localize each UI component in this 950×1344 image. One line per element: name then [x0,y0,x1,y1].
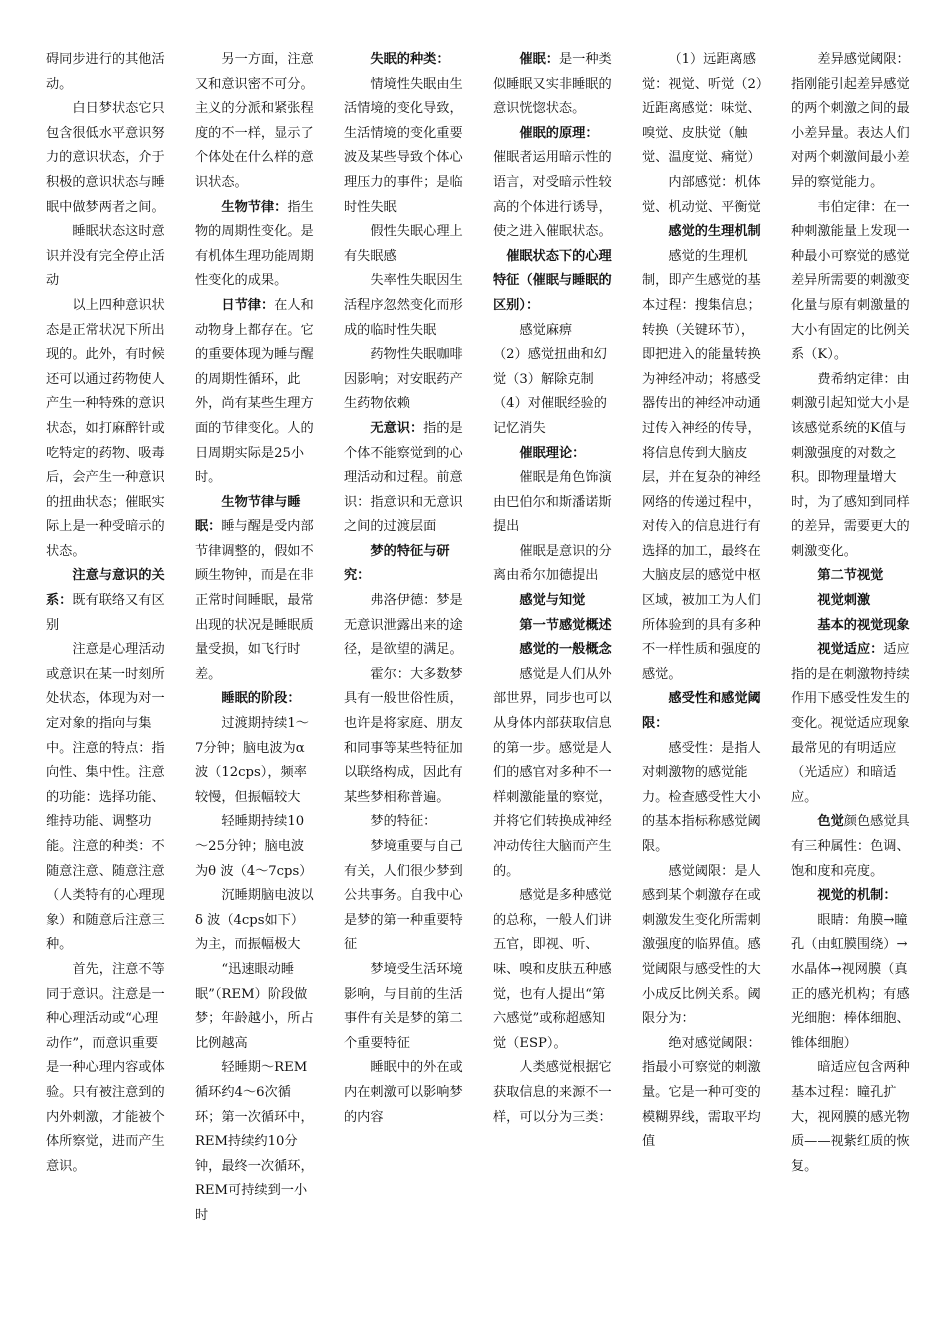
paragraph [195,884,317,958]
section-heading: 梦的特征与研究： [344,543,450,584]
section-heading: 基本的视觉现象 [817,617,910,633]
paragraph [344,835,466,958]
paragraph [493,638,615,663]
text-column-6 [791,48,913,1179]
paragraph [791,638,913,810]
paragraph-text: （2）感觉扭曲和幻觉（3）解除克制（4）对催眠经验的记忆消失 [493,347,607,436]
paragraph [195,294,317,491]
paragraph [493,122,615,147]
paragraph [493,614,615,639]
paragraph [195,1056,317,1228]
paragraph [195,491,317,688]
section-heading: 视觉的机制： [817,888,897,904]
section-heading: 色觉 [817,814,844,830]
section-heading: 催眠状态下的心理特征（催眠与睡眠的区别）： [493,248,612,313]
paragraph [493,343,615,441]
paragraph [46,958,168,1179]
paragraph-text: 内部感觉：机体觉、机动觉、平衡觉 [642,174,761,215]
section-heading: 视觉刺激 [817,593,871,609]
paragraph-text: 指的是个体不能察觉到的心理活动和过程。前意识：指意识和无意识之间的过渡层面 [344,420,463,535]
paragraph [344,810,466,835]
paragraph [791,564,913,589]
paragraph-text: 另一方面，注意又和意识密不可分。主义的分派和紧张程度的不一样，显示了个体处在什么样的意识状态。 [195,52,314,190]
paragraph [791,368,913,565]
paragraph-text: 过渡期持续1～7分钟；脑电波为α 波（12cps），频率较慢，但振幅较大 [195,716,309,805]
paragraph [791,589,913,614]
paragraph [344,663,466,811]
paragraph-text: 费希纳定律：由刺激引起知觉大小是该感觉系统的K值与刺激强度的对数之积。即物理量增大时，为了感知到同样的差异，需要更大的刺激变化。 [791,371,910,559]
paragraph-text: 以上四种意识状态是正常状况下所出现的。此外，有时候还可以通过药物使人产生一种特殊的意识状态，如打麻醉针或吃特定的药物、吸毒后，会产生一种意识的扭曲状态；催眠实际上是一种受暗示的状态。 [46,297,165,559]
paragraph [791,196,913,368]
paragraph [46,638,168,958]
paragraph-text: 指生物的周期性变化。是有机体生理功能周期性变化的成果。 [195,199,314,289]
section-heading: 视觉适应： [817,642,884,658]
paragraph-text: 梦境重要与自己有关，人们很少梦到公共事务。自我中心是梦的第一种重要特征 [344,839,463,953]
paragraph [344,589,466,663]
paragraph-text: 首先，注意不等同于意识。注意是一种心理活动或“心理动作”，而意识重要是一种心理内容或体验。只有被注意到的内外刺激，才能被个体所察觉，进而产生意识。 [46,961,165,1174]
paragraph [493,442,615,467]
paragraph [791,1056,913,1179]
paragraph-text: 梦境受生活环境影响，与目前的生活事件有关是梦的第二个重要特征 [344,961,463,1051]
paragraph [642,860,764,1032]
paragraph-text: 催眠是角色饰演由巴伯尔和斯潘诺斯提出 [493,470,612,535]
paragraph-text: 催眠者运用暗示性的语言，对受暗示性较高的个体进行诱导，使之进入催眠状态。 [493,150,612,240]
paragraph [493,589,615,614]
paragraph [642,245,764,688]
paragraph [195,712,317,810]
section-heading: 感觉的一般概念 [519,642,612,658]
paragraph [493,319,615,344]
paragraph [791,48,913,196]
paragraph-text: 轻睡期～REM循环约4～6次循环；第一次循环中，REM持续约10分钟，最终一次循环，REM可持续到一小时 [195,1060,314,1223]
paragraph [493,146,615,244]
paragraph [46,564,168,638]
section-heading: 催眠的原理： [519,125,599,141]
paragraph [344,343,466,417]
section-heading: 生物节律与睡眠： [195,494,301,535]
paragraph [493,663,615,884]
paragraph [46,294,168,565]
paragraph-text: （1）远距离感觉：视觉、听觉（2）近距离感觉：味觉、嗅觉、皮肤觉（触觉、温度觉、痛觉） [642,52,763,166]
paragraph [642,48,764,171]
paragraph-text: 睡眠中的外在或内在刺激可以影响梦的内容 [344,1060,463,1125]
paragraph [344,269,466,343]
paragraph-text: 白日梦状态它只包含很低水平意识努力的意识状态，介于积极的意识状态与睡眠中做梦两者之间。 [46,101,165,215]
document-page [46,48,916,1328]
paragraph-text: “迅速眼动睡眠”（REM）阶段做梦；年龄越小，所占比例越高 [195,961,314,1051]
paragraph [493,245,615,319]
paragraph [791,884,913,909]
paragraph [344,48,466,73]
paragraph [195,687,317,712]
paragraph-text: 碍同步进行的其他活动。 [46,52,165,92]
paragraph [642,737,764,860]
paragraph [46,97,168,220]
text-column-1 [46,48,168,1179]
paragraph-text: 弗洛伊德：梦是无意识泄露出来的途径，是欲望的满足。 [344,593,463,658]
paragraph [195,810,317,884]
section-heading: 催眠理论： [519,445,586,461]
paragraph-text: 绝对感觉阈限：指最小可察觉的刺激量。它是一种可变的模糊界线，需取平均值 [642,1035,761,1150]
text-column-2 [195,48,317,1229]
text-column-5 [642,48,764,1155]
paragraph-text: 轻睡期持续10～25分钟；脑电波为θ 波（4～7cps） [195,814,313,879]
section-heading: 第二节视觉 [817,568,884,584]
paragraph [344,417,466,540]
paragraph-text: 感觉是人们从外部世界，同步也可以从身体内部获取信息的第一步。感觉是人们的感官对多种不一样刺激能量的察觉，并将它们转换成神经冲动传往大脑而产生的。 [493,666,612,879]
paragraph [493,1056,615,1130]
paragraph [791,614,913,639]
paragraph-text: 药物性失眠咖啡因影响；对安眠药产生药物依赖 [344,347,463,412]
paragraph-text: 失率性失眠因生活程序忽然变化而形成的临时性失眠 [344,273,463,338]
paragraph-text: 眼睛：角膜→瞳孔（由虹膜围绕）→水晶体→视网膜（真正的感光机构；有感光细胞：棒体细胞、锥体细胞） [791,912,910,1051]
paragraph [642,220,764,245]
paragraph-text: 感觉的生理机制，即产生感觉的基本过程：搜集信息；转换（关键环节），即把进入的能量转换为神经冲动；将感受器传出的神经冲动通过传入神经的传导，将信息传到大脑皮层，并在复杂的神经网络的传递过程中，对传入的信息进行有选择的加工，最终在大脑皮层的感觉中枢区域，被加工为人们所体验到的具有多种不一样性质和强度的感觉。 [642,248,761,682]
paragraph [493,540,615,589]
paragraph-text: 是一种类似睡眠又实非睡眠的意识恍惚状态。 [493,52,612,117]
paragraph-text: 感觉麻痹 [519,322,573,338]
paragraph-text: 暗适应包含两种基本过程：瞳孔扩大，视网膜的感光物质——视紫红质的恢复。 [791,1060,910,1174]
paragraph-text: 情境性失眠由生活情境的变化导致，生活情境的变化重要波及某些导致个体心理压力的事件；是临时性失眠 [344,76,463,215]
paragraph-text: 感受性：是指人对刺激物的感觉能力。检查感受性大小的基本指标称感觉阈限。 [642,740,761,854]
paragraph [46,220,168,294]
section-heading: 感受性和感觉阈限： [642,691,761,732]
paragraph-text: 睡与醒是受内部节律调整的，假如不顾生物钟，而是在非正常时间睡眠，最常出现的状况是睡眠质量受损，如飞行时差。 [195,519,314,682]
paragraph [642,171,764,220]
paragraph [344,220,466,269]
paragraph-text: 催眠是意识的分离由希尔加德提出 [493,543,612,584]
text-column-4 [493,48,615,1130]
paragraph [344,73,466,221]
paragraph-text: 梦的特征： [370,814,437,830]
paragraph-text: 差异感觉阈限：指刚能引起差异感觉的两个刺激之间的最小差异量。表达人们对两个刺激间最小差异的察觉能力。 [791,52,910,190]
paragraph-text: 沉睡期脑电波以δ 波（4cps如下）为主，而振幅极大 [195,888,314,953]
paragraph-text: 颜色感觉具有三种属性：色调、饱和度和亮度。 [791,814,910,879]
paragraph-text: 适应指的是在刺激物持续作用下感受性发生的变化。视觉适应现象最常见的有明适应（光适应）和暗适应。 [791,642,910,805]
section-heading: 无意识： [370,420,424,436]
paragraph-text: 假性失眠心理上有失眠感 [344,224,463,264]
section-heading: 第一节感觉概述 [519,617,612,633]
section-heading: 生物节律： [221,199,288,215]
paragraph [493,466,615,540]
paragraph-text: 既有联络又有区别 [46,593,165,633]
paragraph [344,958,466,1056]
paragraph-text: 人类感觉根据它获取信息的来源不一样，可以分为三类： [493,1060,612,1125]
paragraph [344,1056,466,1130]
section-heading: 催眠： [519,52,559,67]
paragraph-text: 在人和动物身上都存在。它的重要体现为睡与醒的周期性循环，此外，尚有某些生理方面的节律变化。人的日周期实际是25小时。 [195,297,314,486]
section-heading: 注意与意识的关系： [46,568,165,609]
paragraph-text: 韦伯定律：在一种刺激能量上发现一种最小可察觉的感觉差异所需要的刺激变化量与原有刺激量的大小有固定的比例关系（K）。 [791,199,910,363]
paragraph-text: 感觉阈限：是人感到某个刺激存在或刺激发生变化所需刺激强度的临界值。感觉阈限与感受性的大小成反比例关系。阈限分为： [642,863,761,1027]
paragraph [195,196,317,294]
paragraph [46,48,168,97]
paragraph [493,884,615,1056]
paragraph-text: 感觉是多种感觉的总称，一般人们讲五官，即视、听、味、嗅和皮肤五种感觉，也有人提出“第六感觉”或称超感知觉（ESP）。 [493,888,612,1051]
paragraph [642,687,764,736]
section-heading: 日节律： [221,297,275,313]
paragraph [493,48,615,122]
section-heading: 睡眠的阶段： [221,691,301,707]
paragraph [344,540,466,589]
paragraph [791,909,913,1057]
section-heading: 感觉与知觉 [519,593,586,609]
paragraph [195,958,317,1056]
paragraph [642,1032,764,1155]
paragraph [195,48,317,196]
section-heading: 感觉的生理机制 [668,224,761,240]
paragraph-text: 霍尔：大多数梦具有一般世俗性质，也许是将家庭、朋友和同事等某些特征加以联络构成，因此有某些梦相称普遍。 [344,666,463,805]
paragraph-text: 注意是心理活动或意识在某一时刻所处状态，体现为对一定对象的指向与集中。注意的特点：指向性、集中性。注意的功能：选择功能、维持功能、调整功能。注意的种类：不随意注意、随意注意（人类特有的心理现象）和随意后注意三种。 [46,642,165,953]
section-heading: 失眠的种类： [370,52,450,67]
text-column-3 [344,48,466,1130]
paragraph-text: 睡眠状态这时意识并没有完全停止活动 [46,224,165,289]
paragraph [791,810,913,884]
